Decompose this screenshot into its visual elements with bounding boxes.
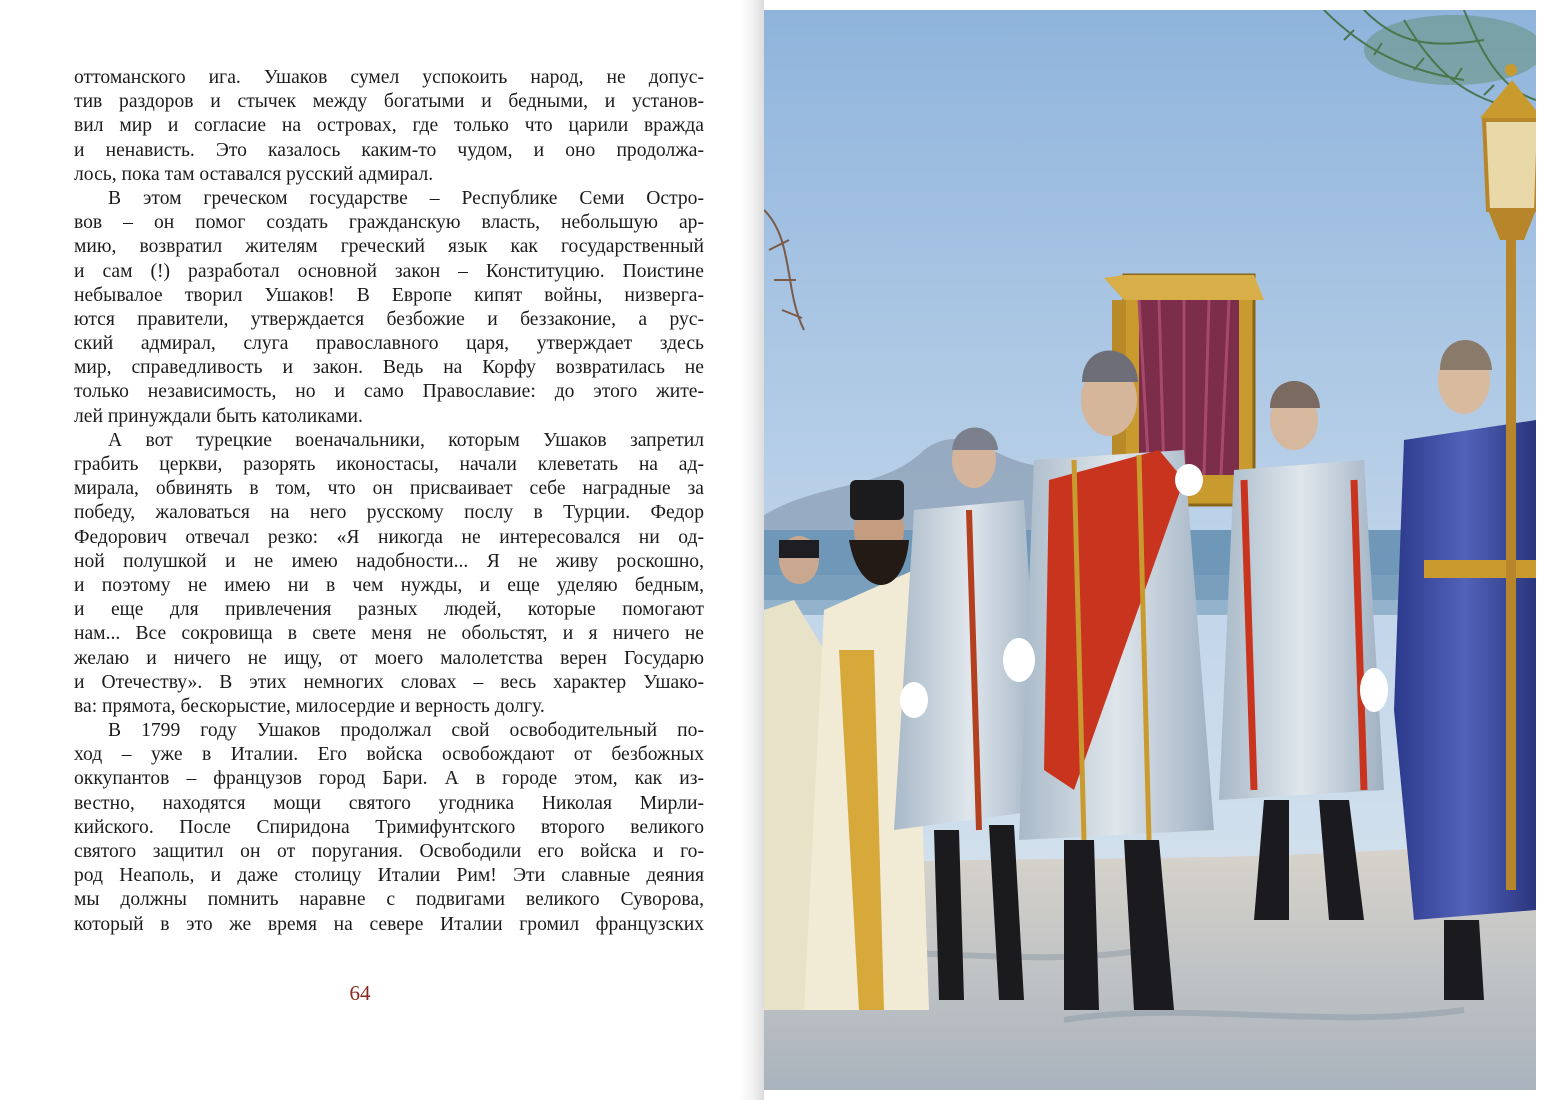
text-line: мирала, обвинять в том, что он присваивает себе наградные за — [74, 478, 704, 500]
text-line: Федорович отвечал резко: «Я никогда не интересовался ни од- — [74, 526, 704, 548]
text-line: и Отечеству». В этих немногих словах – весь характер Ушако- — [74, 671, 704, 693]
text-line: В 1799 году Ушаков продолжал свой освободительный по- — [108, 720, 704, 742]
body-text — [74, 66, 704, 937]
text-line: ский адмирал, слуга православного царя, утверждает здесь — [74, 333, 704, 355]
text-line: кийского. После Спиридона Тримифунтского второго великого — [74, 816, 704, 838]
text-line: вестно, находятся мощи святого угодника Николая Мирли- — [74, 792, 704, 814]
text-line: В этом греческом государстве – Республике Семи Остро- — [108, 187, 704, 209]
text-line: и сам (!) разработал основной закон – Конституцию. Поистине — [74, 260, 704, 282]
text-line: только независимость, но и само Православие: до этого жите- — [74, 381, 704, 403]
text-line: небывалое творил Ушаков! В Европе кипят войны, низверга- — [74, 284, 704, 306]
painting-illustration — [764, 10, 1536, 1090]
text-line: грабить церкви, разорять иконостасы, начали клеветать на ад- — [74, 454, 704, 475]
page-number: 64 — [349, 981, 371, 1005]
text-line: ной полушкой и не имею надобности... Я не живу роскошно, — [74, 550, 704, 572]
text-line: желаю и ничего не ищу, от моего малолетства верен Государю — [74, 647, 704, 669]
text-line: нам... Все сокровища в свете меня не обольстят, и я ничего не — [74, 623, 704, 645]
text-line: оттоманского ига. Ушаков сумел успокоить народ, не допус- — [74, 67, 704, 88]
text-line: святого защитил он от поругания. Освободили его войска и го- — [74, 841, 704, 862]
text-line: который в это же время на севере Италии громил французских — [74, 913, 704, 935]
text-line: и еще для привлечения разных людей, которые помогают — [74, 599, 704, 621]
book-gutter — [740, 0, 764, 1100]
text-page — [0, 0, 758, 1100]
text-line: мы должны помнить наравне с подвигами великого Суворова, — [74, 889, 704, 911]
text-line: победу, жаловаться на него русскому послу в Турции. Федор — [74, 502, 704, 524]
text-line: оккупантов – французов город Бари. А в городе этом, как из- — [74, 768, 704, 790]
text-line: и поэтому не имею ни в чем нужды, и еще уделяю бедным, — [74, 574, 704, 596]
text-line: и ненависть. Это казалось каким-то чудом, и оно продолжа- — [74, 139, 704, 161]
text-line: лось, пока там оставался русский адмирал. — [74, 163, 434, 185]
text-line: ва: прямота, бескорыстие, милосердие и верность долгу. — [74, 695, 545, 717]
text-line: род Неаполь, и даже столицу Италии Рим! Эти славные деяния — [74, 865, 704, 887]
text-line: вил мир и согласие на островах, где только что царили вражда — [74, 115, 704, 137]
text-line: ются правители, утверждается безбожие и беззаконие, а рус- — [74, 308, 704, 330]
text-line: вов – он помог создать гражданскую власть, небольшую ар- — [74, 212, 704, 234]
text-line: тив раздоров и стычек между богатыми и бедными, и установ- — [74, 91, 704, 113]
text-line: мию, возвратил жителям греческий язык как государственный — [74, 236, 704, 258]
text-line: мир, справедливость и закон. Ведь на Корфу возвратилась не — [74, 357, 704, 379]
text-line: ход – уже в Италии. Его войска освобождают от безбожных — [74, 744, 704, 766]
text-line: А вот турецкие военачальники, которым Ушаков запретил — [108, 429, 704, 451]
text-line: лей принуждали быть католиками. — [74, 405, 363, 427]
